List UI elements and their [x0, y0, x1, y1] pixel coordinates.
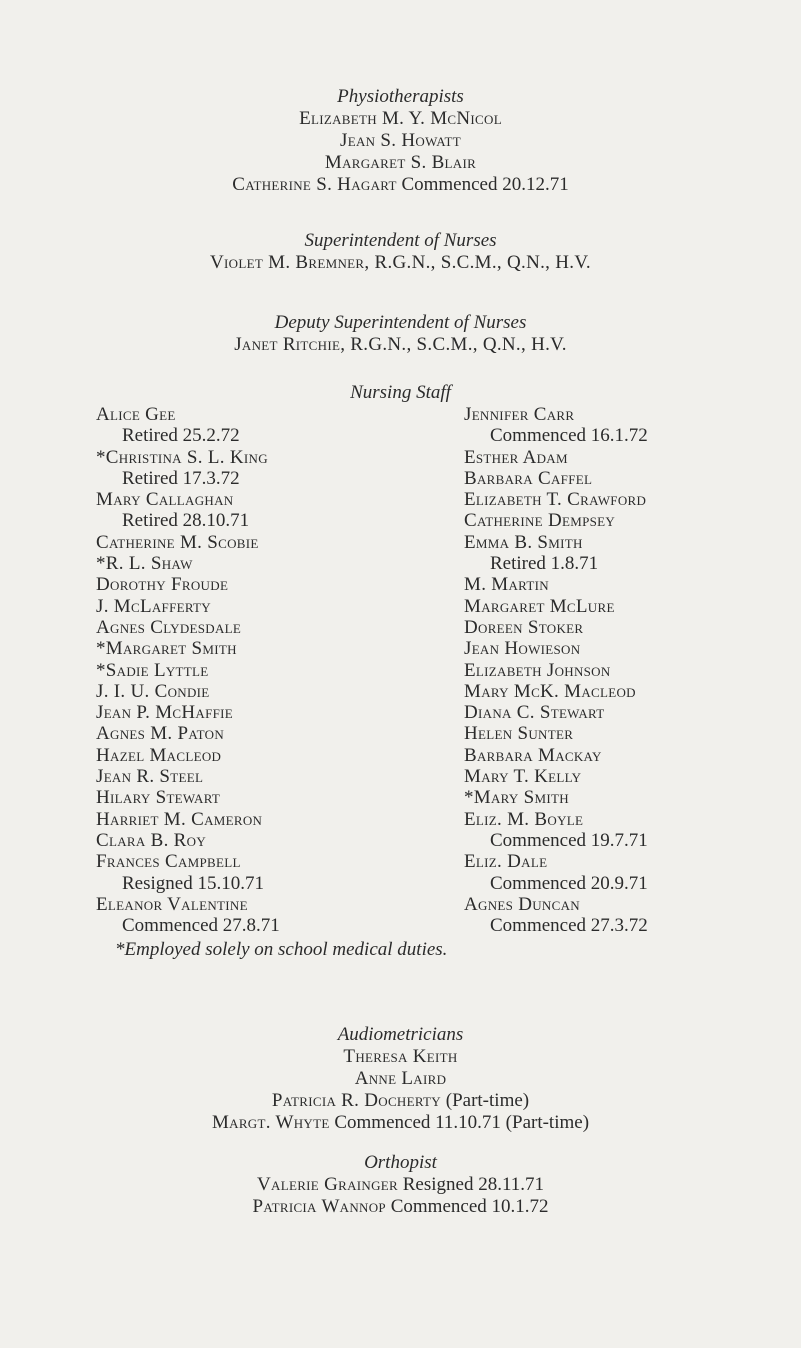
- deputy-name: Janet Ritchie, R.G.N., S.C.M., Q.N., H.V.: [234, 334, 567, 355]
- audiometricians-section: [0, 1024, 801, 1134]
- audiometrician-name: Margt. Whyte: [211, 1112, 330, 1133]
- audiometrician-name: Patricia R. Docherty: [271, 1090, 441, 1111]
- nurse-name: Mary McK. Macleod: [464, 680, 636, 702]
- nurse-name: Eleanor Valentine: [96, 893, 248, 915]
- nursing-staff-left-column: [96, 404, 280, 936]
- superintendent-name: Violet M. Bremner, R.G.N., S.C.M., Q.N., H.V.: [210, 252, 591, 273]
- audiometrician-entry: [0, 1046, 801, 1068]
- physiotherapists-heading: Physiotherapists: [337, 86, 464, 107]
- nurse-name: Diana C. Stewart: [464, 702, 605, 724]
- nurse-name: Frances Campbell: [96, 851, 241, 873]
- nurse-name: Mary Callaghan: [96, 489, 234, 511]
- nurse-name: M. Martin: [464, 574, 549, 596]
- nurse-note: Retired 17.3.72: [122, 467, 240, 489]
- nurse-name: Margaret McLure: [464, 595, 615, 617]
- physiotherapist-name: Catherine S. Hagart: [232, 174, 397, 195]
- physiotherapist-note: Commenced 20.12.71: [396, 174, 569, 195]
- audiometrician-entry: [0, 1068, 801, 1090]
- nurse-note: Commenced 27.8.71: [122, 915, 280, 937]
- nurse-name: Esther Adam: [464, 446, 568, 468]
- orthopist-heading: Orthopist: [364, 1152, 437, 1173]
- nurse-name: Eliz. M. Boyle: [464, 808, 584, 830]
- nurse-name: Jean R. Steel: [96, 766, 204, 788]
- nurse-name: Alice Gee: [96, 404, 176, 425]
- physiotherapist-name: Elizabeth M. Y. McNicol: [299, 108, 502, 129]
- audiometrician-entry: [0, 1112, 801, 1134]
- nurse-name: Harriet M. Cameron: [96, 808, 263, 830]
- nursing-staff-heading: Nursing Staff: [350, 382, 451, 403]
- nurse-name: *Margaret Smith: [96, 638, 237, 660]
- nurse-name: Doreen Stoker: [464, 616, 584, 638]
- orthopist-entry: [0, 1196, 801, 1218]
- nurse-name: Agnes Duncan: [464, 893, 580, 915]
- nurse-note: Commenced 19.7.71: [490, 829, 648, 851]
- nursing-staff-right-column: [464, 404, 648, 936]
- nurse-name: Jean P. McHaffie: [96, 702, 234, 724]
- physiotherapist-entry: [0, 174, 801, 196]
- audiometrician-note: Commenced 11.10.71 (Part-time): [329, 1112, 590, 1133]
- nurse-name: Barbara Mackay: [464, 744, 602, 766]
- nurse-name: Mary T. Kelly: [464, 766, 582, 788]
- orthopist-note: Commenced 10.1.72: [385, 1196, 549, 1217]
- nurse-note: Resigned 15.10.71: [122, 872, 264, 894]
- physiotherapist-name: Margaret S. Blair: [324, 152, 477, 173]
- nurse-name: *R. L. Shaw: [96, 553, 193, 575]
- nurse-name: *Sadie Lyttle: [96, 659, 209, 681]
- nurse-name: Hilary Stewart: [96, 787, 221, 809]
- footnote: *Employed solely on school medical duties.: [115, 939, 448, 960]
- nurse-name: *Mary Smith: [464, 787, 569, 809]
- physiotherapist-name: Jean S. Howatt: [340, 130, 461, 151]
- deputy-heading: Deputy Superintendent of Nurses: [274, 312, 527, 333]
- nurse-name: J. McLafferty: [96, 595, 211, 617]
- nurse-name: Elizabeth Johnson: [464, 659, 611, 681]
- nurse-note: Retired 25.2.72: [122, 425, 240, 447]
- nurse-name: *Christina S. L. King: [96, 446, 268, 468]
- orthopist-note: Resigned 28.11.71: [397, 1174, 544, 1195]
- orthopist-name: Valerie Grainger: [257, 1174, 398, 1195]
- nurse-note: Retired 28.10.71: [122, 510, 250, 532]
- nurse-note: Commenced 16.1.72: [490, 425, 648, 447]
- deputy-section: [0, 312, 801, 356]
- nurse-name: Dorothy Froude: [96, 574, 229, 596]
- orthopist-name: Patricia Wannop: [252, 1196, 386, 1217]
- nurse-note: Commenced 27.3.72: [490, 915, 648, 937]
- nurse-name: Eliz. Dale: [464, 851, 548, 873]
- nurse-name: Catherine M. Scobie: [96, 531, 259, 553]
- audiometrician-name: Theresa Keith: [343, 1046, 458, 1067]
- orthopist-section: [0, 1152, 801, 1218]
- nurse-name: Clara B. Roy: [96, 829, 207, 851]
- nursing-staff-section: [0, 382, 801, 404]
- audiometrician-entry: [0, 1090, 801, 1112]
- nurse-name: Jennifer Carr: [464, 404, 575, 425]
- superintendent-section: [0, 230, 801, 274]
- nurse-name: Agnes Clydesdale: [96, 616, 242, 638]
- superintendent-heading: Superintendent of Nurses: [304, 230, 497, 251]
- nurse-name: Barbara Caffel: [464, 467, 593, 489]
- nurse-name: Emma B. Smith: [464, 531, 583, 553]
- audiometrician-name: Anne Laird: [354, 1068, 447, 1089]
- nurse-name: Elizabeth T. Crawford: [464, 489, 647, 511]
- nurse-name: Agnes M. Paton: [96, 723, 225, 745]
- nurse-name: Catherine Dempsey: [464, 510, 616, 532]
- nurse-name: J. I. U. Condie: [96, 680, 210, 702]
- nurse-name: Jean Howieson: [464, 638, 581, 660]
- physiotherapists-section: [0, 86, 801, 196]
- nurse-name: Helen Sunter: [464, 723, 574, 745]
- nurse-note: Retired 1.8.71: [490, 553, 599, 575]
- audiometrician-note: (Part-time): [441, 1090, 530, 1111]
- audiometricians-heading: Audiometricians: [337, 1024, 464, 1045]
- nurse-note: Commenced 20.9.71: [490, 872, 648, 894]
- nurse-name: Hazel Macleod: [96, 744, 222, 766]
- orthopist-entry: [0, 1174, 801, 1196]
